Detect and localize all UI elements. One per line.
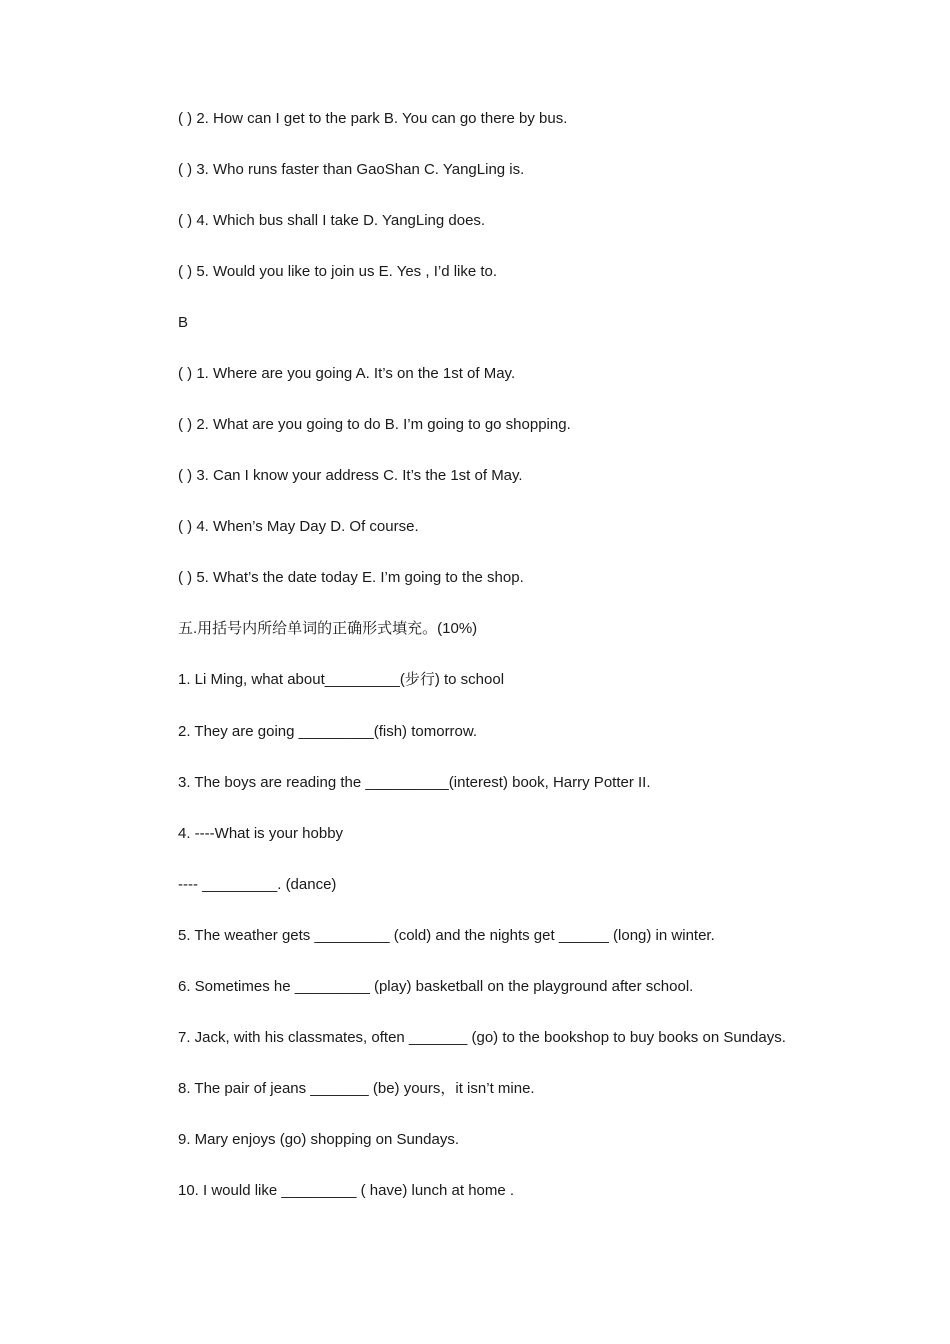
matching-item-b2: ( ) 2. What are you going to do B. I’m going to go shopping. — [178, 416, 571, 433]
fill-item-10: 10. I would like _________ ( have) lunch at home . — [178, 1182, 515, 1199]
matching-item-a4: ( ) 4. Which bus shall I take D. YangLing does. — [178, 212, 486, 229]
matching-item-a3: ( ) 3. Who runs faster than GaoShan C. YangLing is. — [178, 161, 525, 178]
matching-item-a5: ( ) 5. Would you like to join us E. Yes , I’d like to. — [178, 263, 498, 280]
fill-item-2: 2. They are going _________(fish) tomorrow. — [178, 723, 478, 740]
fill-item-4-question: 4. ----What is your hobby — [178, 825, 344, 842]
fill-item-6: 6. Sometimes he _________ (play) basketball on the playground after school. — [178, 978, 694, 995]
fill-item-9: 9. Mary enjoys (go) shopping on Sundays. — [178, 1131, 459, 1148]
matching-item-b1: ( ) 1. Where are you going A. It’s on the 1st of May. — [178, 365, 516, 382]
fill-item-3: 3. The boys are reading the __________(interest) book, Harry Potter II. — [178, 774, 651, 791]
fill-item-8: 8. The pair of jeans _______ (be) yours，it isn’t mine. — [178, 1080, 535, 1097]
matching-item-b5: ( ) 5. What’s the date today E. I’m going to the shop. — [178, 569, 524, 586]
fill-item-5: 5. The weather gets _________ (cold) and the nights get ______ (long) in winter. — [178, 927, 715, 944]
fill-item-1: 1. Li Ming, what about_________(步行) to school — [178, 671, 505, 688]
section-b-label: B — [178, 314, 189, 331]
matching-item-b3: ( ) 3. Can I know your address C. It’s the 1st of May. — [178, 467, 523, 484]
section-five-heading: 五.用括号内所给单词的正确形式填充。(10%) — [178, 620, 478, 637]
fill-item-7: 7. Jack, with his classmates, often _______ (go) to the bookshop to buy books on Sundays. — [178, 1029, 786, 1046]
matching-item-b4: ( ) 4. When’s May Day D. Of course. — [178, 518, 419, 535]
fill-item-4-answer: ---- _________. (dance) — [178, 876, 337, 893]
matching-item-a2: ( ) 2. How can I get to the park B. You can go there by bus. — [178, 110, 568, 127]
